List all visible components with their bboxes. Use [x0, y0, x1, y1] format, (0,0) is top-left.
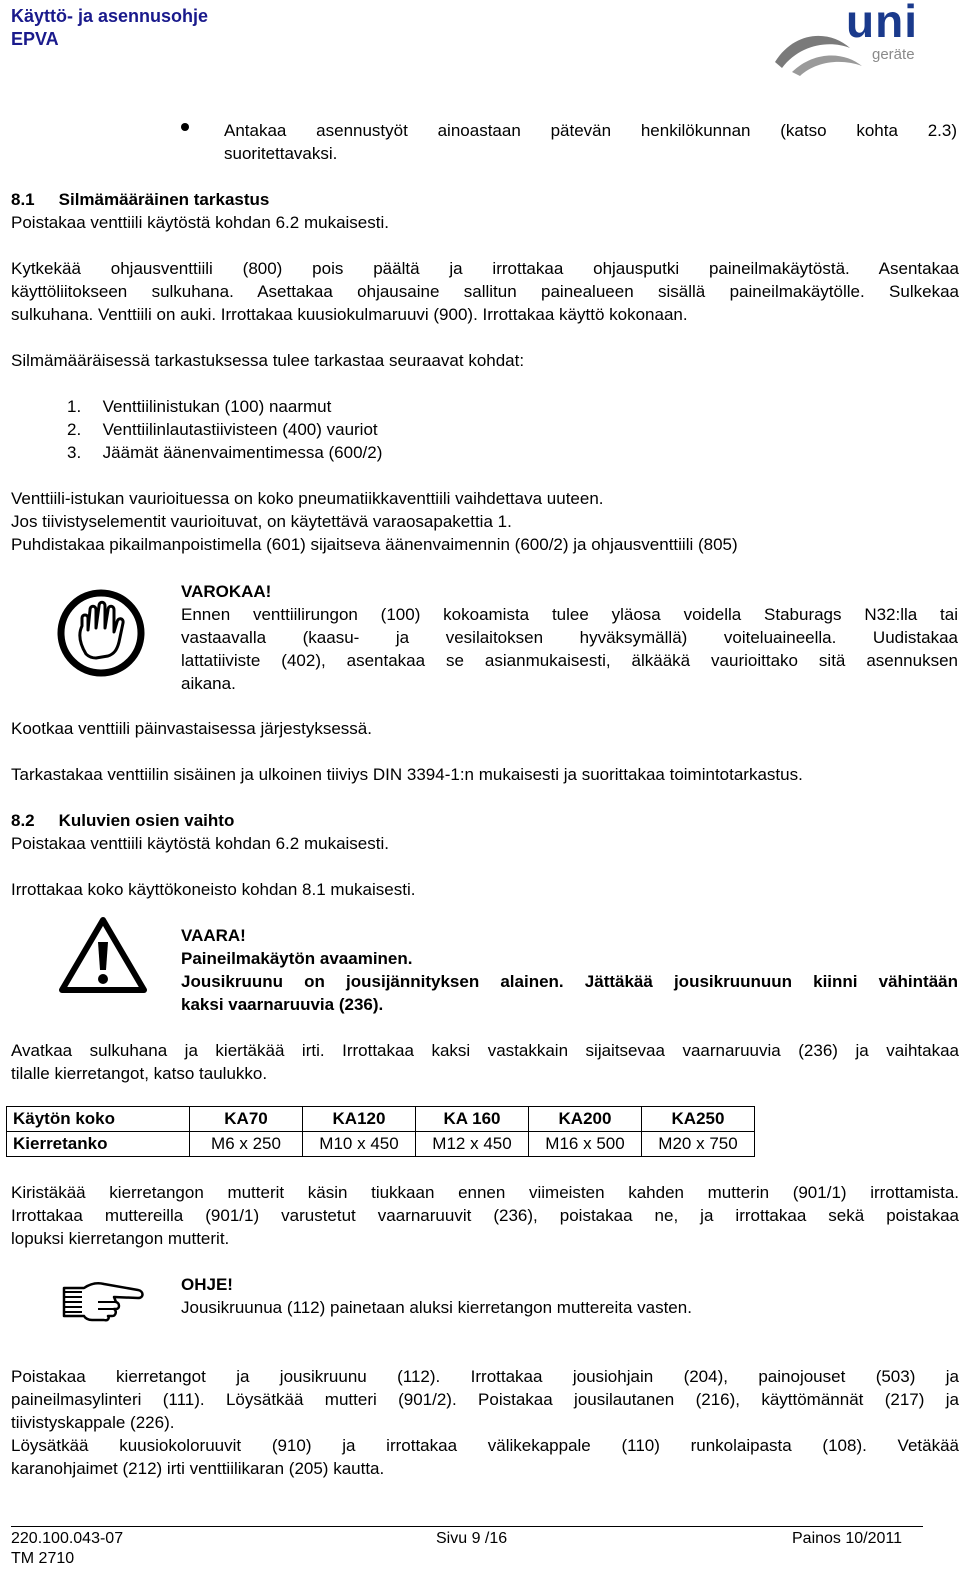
- uni-logo: [770, 0, 950, 80]
- list-number: 3.: [67, 443, 82, 462]
- table-cell: M12 x 450: [416, 1132, 529, 1157]
- document-subtitle: EPVA: [11, 29, 59, 49]
- section-title: Silmämääräinen tarkastus: [58, 190, 270, 209]
- section-8-2-heading: [11, 809, 959, 832]
- paragraph: Kootkaa venttiili päinvastaisessa järjestyksessä.: [11, 719, 372, 738]
- table-row: [7, 1107, 755, 1132]
- paragraph-line: Irrottakaa muttereilla (901/1) varustetut vaarnaruuvit (236), poistakaa ne, ja irrottakaa sekä poistakaa: [11, 1206, 959, 1225]
- list-text: Jäämät äänenvaimentimessa (600/2): [102, 443, 383, 462]
- list-item: [67, 418, 960, 441]
- footer-tm: TM 2710: [11, 1550, 75, 1567]
- table-row-label: Kierretanko: [7, 1132, 190, 1157]
- paragraph-line: käyttöliitokseen sulkuhana. Asettakaa ohjausaine sallitun painealueen sisällä paineilmakäytölle. Sulkekaa: [11, 282, 959, 301]
- table-cell: M6 x 250: [190, 1132, 303, 1157]
- table-cell: KA250: [642, 1107, 755, 1132]
- paragraph-line: Avatkaa sulkuhana ja kiertäkää irti. Irrottakaa kaksi vastakkain sijaitsevaa vaarnaruuvia (236) ja vaihtakaa: [11, 1041, 959, 1060]
- logo-text: uni: [846, 0, 918, 47]
- footer-edition: Painos 10/2011: [792, 1530, 903, 1547]
- paragraph: Poistakaa venttiili käytöstä kohdan 6.2 mukaisesti.: [11, 834, 389, 853]
- note-text: Jousikruunua (112) painetaan aluksi kierretangon muttereita vasten.: [181, 1298, 692, 1317]
- paragraph-line: lopuksi kierretangon mutterit.: [11, 1229, 230, 1248]
- table-cell: M20 x 750: [642, 1132, 755, 1157]
- paragraph-line: Jos tiivistyselementit vaurioituvat, on käytettävä varaosapakettia 1.: [11, 512, 512, 531]
- warning-text-line: vastaavalla (kaasu- ja vesilaitoksen hyväksymällä) voiteluaineella. Uudistakaa: [181, 628, 958, 647]
- footer-doc-number: 220.100.043-07: [11, 1530, 124, 1547]
- list-number: 1.: [67, 397, 82, 416]
- threaded-rod-table: [6, 1106, 755, 1157]
- table-cell: KA 160: [416, 1107, 529, 1132]
- list-item: [67, 441, 960, 464]
- footer-divider: [11, 1526, 923, 1527]
- warning-text-line: Ennen venttiilirungon (100) kokoamista tulee yläosa voidella Staburags N32:lla tai: [181, 605, 958, 624]
- paragraph-line: Poistakaa kierretangot ja jousikruunu (112). Irrottakaa jousiohjain (204), painojouset (503) ja: [11, 1367, 959, 1386]
- paragraph-line: Löysätkää kuusiokoloruuvit (910) ja irrottakaa välikekappale (110) runkolaipasta (108). Vetäkää: [11, 1436, 959, 1455]
- paragraph-line: Venttiili-istukan vaurioituessa on koko pneumatiikkaventtiili vaihdettava uuteen.: [11, 489, 604, 508]
- table-cell: KA70: [190, 1107, 303, 1132]
- list-text: Venttiilinlautastiivisteen (400) vauriot: [102, 420, 378, 439]
- bullet-dot: [181, 123, 189, 131]
- pointing-hand-icon: [62, 1278, 146, 1322]
- section-title: Kuluvien osien vaihto: [58, 811, 235, 830]
- paragraph-line: paineilmasylinteri (111). Löysätkää mutteri (901/2). Poistakaa jousilautanen (216), käyttömännät (217) ja: [11, 1390, 959, 1409]
- table-cell: KA200: [529, 1107, 642, 1132]
- warning-title: VAROKAA!: [181, 582, 272, 601]
- danger-title: VAARA!: [181, 926, 246, 945]
- paragraph-line: tiivistyskappale (226).: [11, 1413, 175, 1432]
- table-row: [7, 1132, 755, 1157]
- table-cell: KA120: [303, 1107, 416, 1132]
- paragraph-line: Puhdistakaa pikailmanpoistimella (601) sijaitseva äänenvaimennin (600/2) ja ohjausventtiili (805): [11, 535, 738, 554]
- table-cell: M16 x 500: [529, 1132, 642, 1157]
- paragraph-line: sulkuhana. Venttiili on auki. Irrottakaa kuusiokulmaruuvi (900). Irrottakaa käyttö kokonaan.: [11, 305, 688, 324]
- logo-subtext: geräte: [872, 46, 915, 63]
- document-title: Käyttö- ja asennusohje: [11, 6, 209, 26]
- danger-text-line: kaksi vaarnaruuvia (236).: [181, 995, 384, 1014]
- paragraph-line: karanohjaimet (212) irti venttiilikaran (205) kautta.: [11, 1459, 385, 1478]
- list-item: [67, 395, 960, 418]
- footer-page-number: Sivu 9 /16: [436, 1530, 508, 1547]
- paragraph-line: Kytkekää ohjausventtiili (800) pois päältä ja irrottakaa ohjausputki paineilmakäytöstä. Asentakaa: [11, 259, 959, 278]
- paragraph-line: tilalle kierretangot, katso taulukko.: [11, 1064, 268, 1083]
- paragraph: Irrottakaa koko käyttökoneisto kohdan 8.1 mukaisesti.: [11, 880, 416, 899]
- section-number: 8.1: [11, 190, 35, 209]
- section-8-1-heading: [11, 188, 959, 211]
- paragraph: Tarkastakaa venttiilin sisäinen ja ulkoinen tiiviys DIN 3394-1:n mukaisesti ja suorittakaa toimintotarkastus.: [11, 765, 803, 784]
- danger-text-line: Paineilmakäytön avaaminen.: [181, 949, 413, 968]
- table-cell: M10 x 450: [303, 1132, 416, 1157]
- danger-text-line: Jousikruunu on jousijännityksen alainen. Jättäkää jousikruunuun kiinni vähintään: [181, 972, 958, 991]
- list-text: Venttiilinistukan (100) naarmut: [102, 397, 332, 416]
- intro-bullet-line1: Antakaa asennustyöt ainoastaan pätevän henkilökunnan (katso kohta 2.3): [224, 121, 957, 140]
- stop-hand-icon: [56, 588, 146, 678]
- paragraph-line: Kiristäkää kierretangon mutterit käsin tiukkaan ennen viimeisten kahden mutterin (901/1) irrottamista.: [11, 1183, 959, 1202]
- warning-text-line: aikana.: [181, 674, 236, 693]
- list-number: 2.: [67, 420, 82, 439]
- section-number: 8.2: [11, 811, 35, 830]
- warning-triangle-icon: [58, 916, 148, 994]
- table-row-label: Käytön koko: [7, 1107, 190, 1132]
- paragraph: Silmämääräisessä tarkastuksessa tulee tarkastaa seuraavat kohdat:: [11, 351, 525, 370]
- intro-bullet-line2: suoritettavaksi.: [224, 144, 338, 163]
- paragraph: Poistakaa venttiili käytöstä kohdan 6.2 mukaisesti.: [11, 213, 389, 232]
- note-title: OHJE!: [181, 1275, 233, 1294]
- warning-text-line: lattatiiviste (402), asentakaa se asianmukaisesti, älkääkä vaurioittako sitä asennuksen: [181, 651, 958, 670]
